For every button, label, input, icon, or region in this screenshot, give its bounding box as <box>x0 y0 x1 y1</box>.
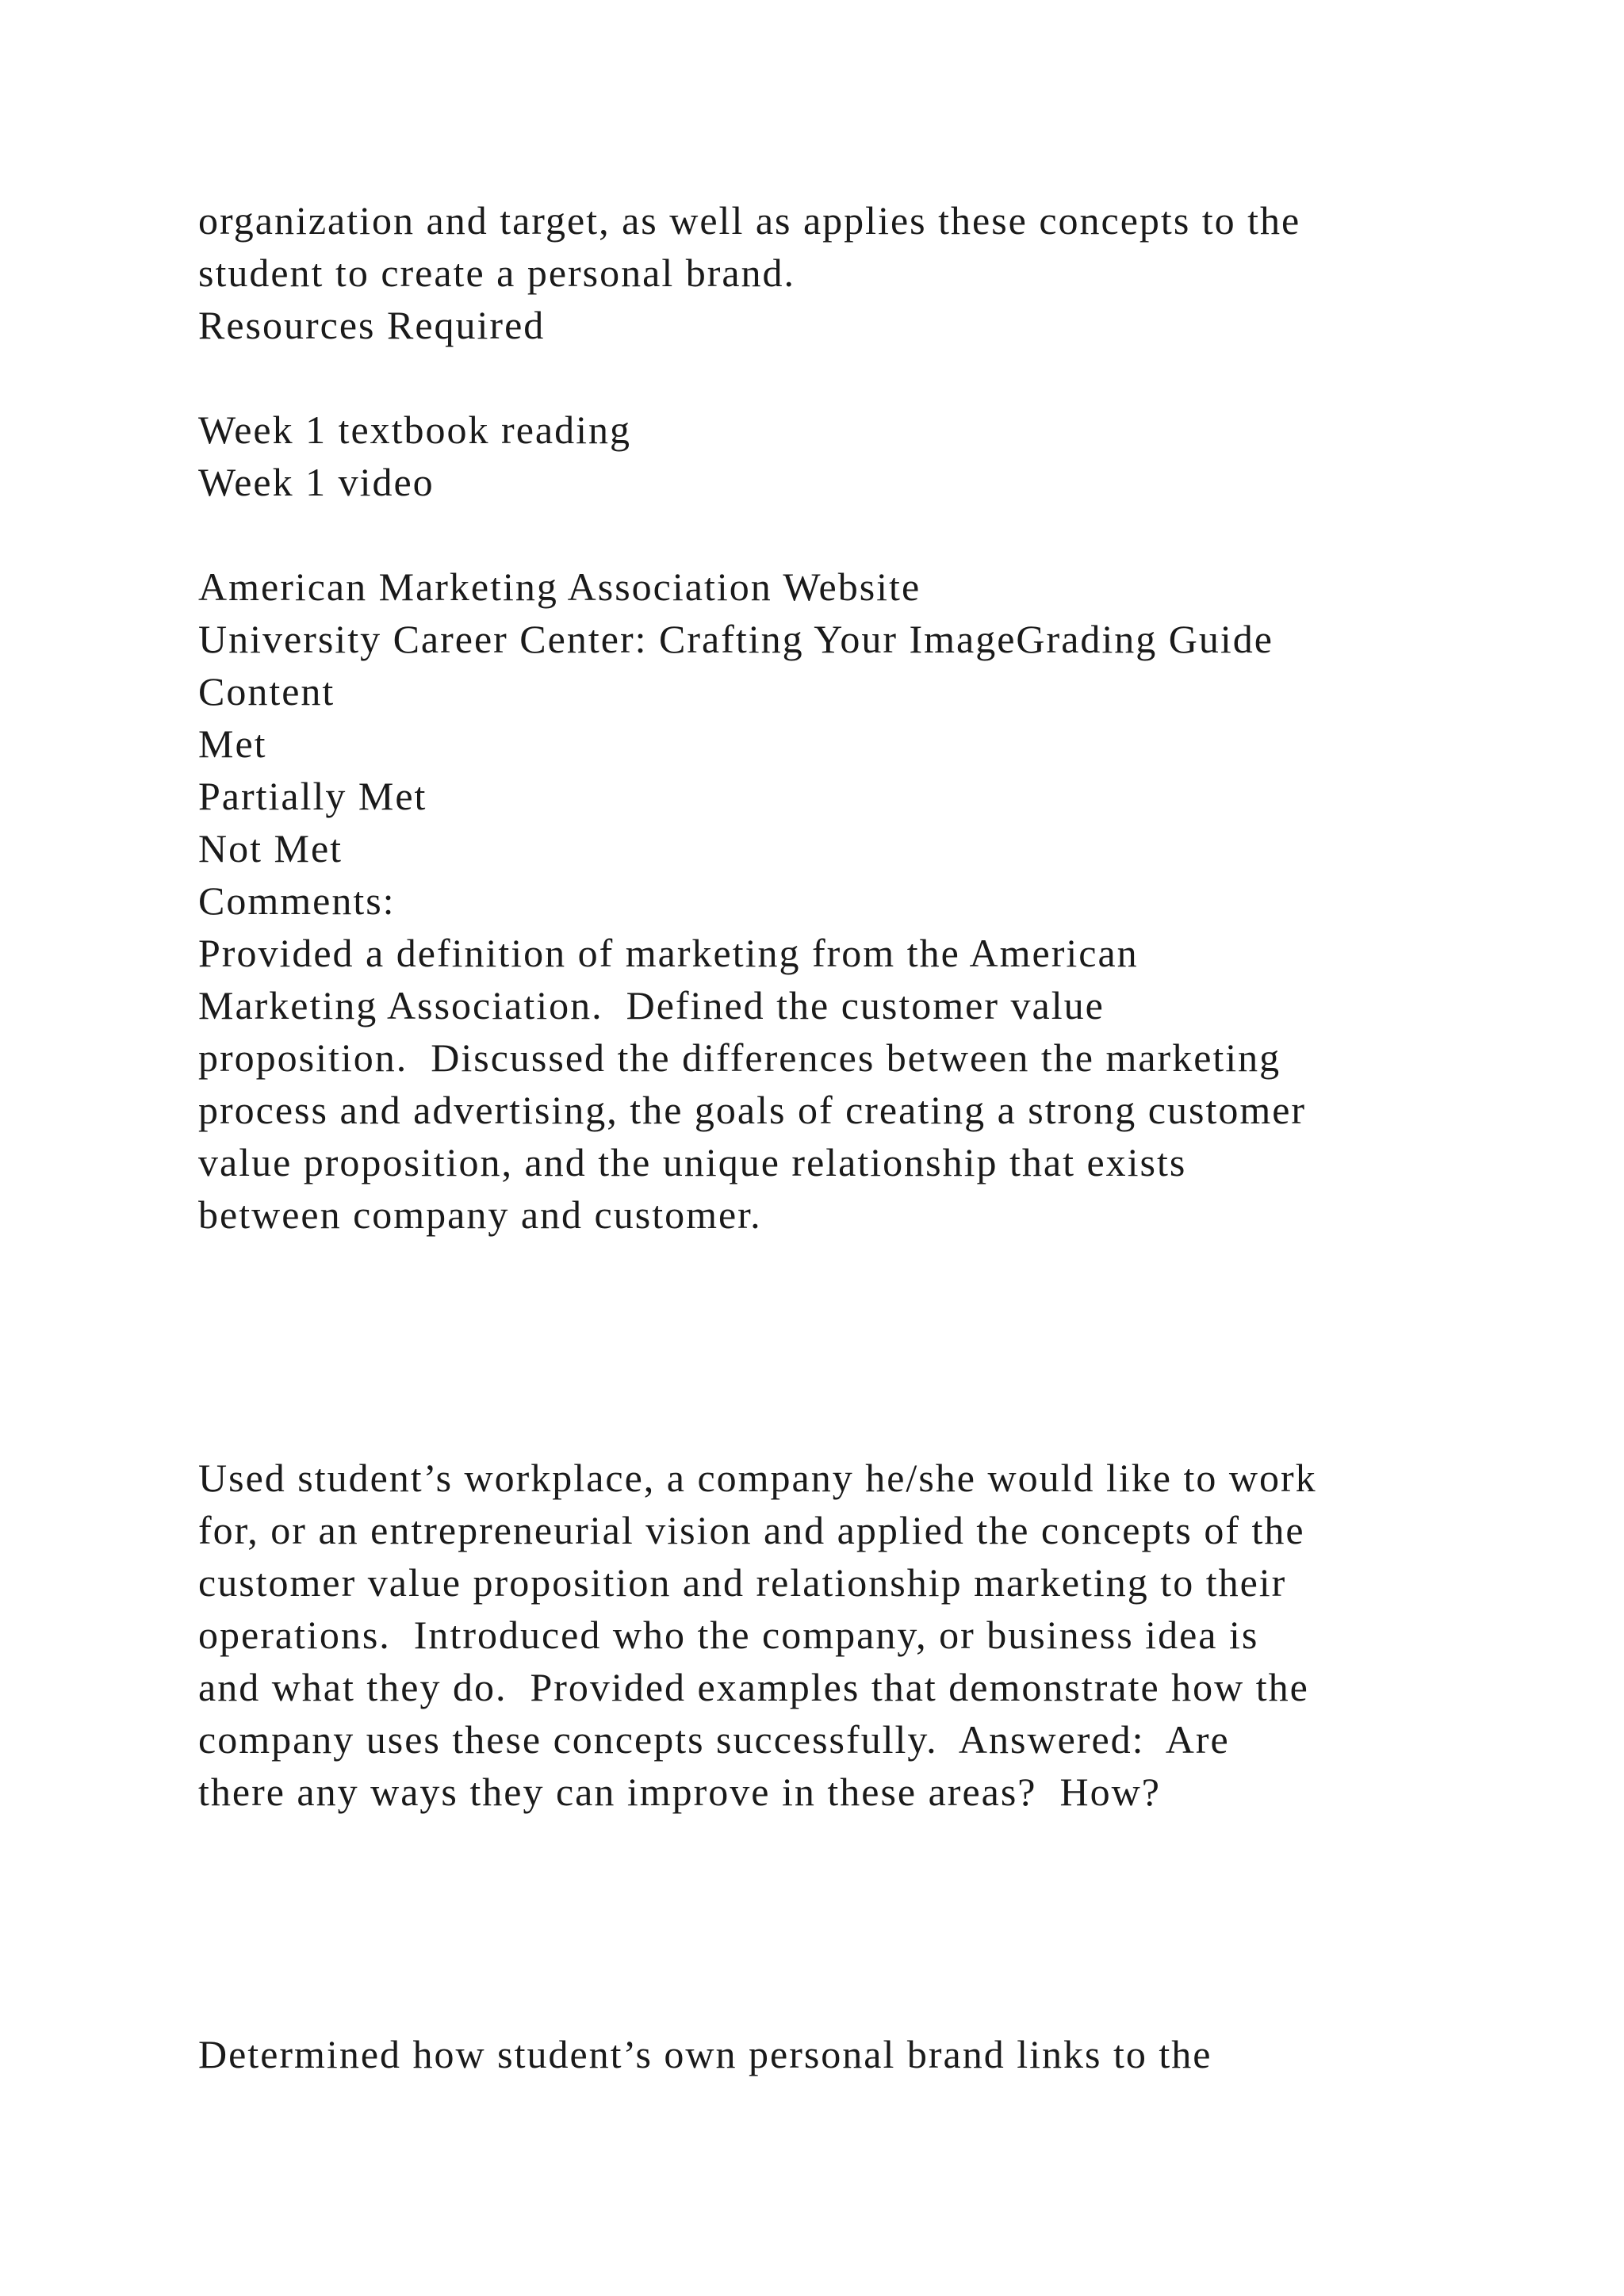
rating-not-met: Not Met <box>198 826 343 871</box>
resource-item: American Marketing Association Website <box>198 564 921 609</box>
criterion-line: Provided a definition of marketing from the American <box>198 931 1139 975</box>
grading-content-header: Content <box>198 669 335 714</box>
criterion-line: process and advertising, the goals of creating a strong customer <box>198 1088 1307 1132</box>
resource-item: Week 1 video <box>198 460 435 504</box>
criterion-line: between company and customer. <box>198 1192 762 1237</box>
resource-item: University Career Center: Crafting Your ImageGrading Guide <box>198 617 1274 661</box>
intro-line: organization and target, as well as applies these concepts to the <box>198 198 1301 243</box>
criterion-line: value proposition, and the unique relationship that exists <box>198 1140 1187 1184</box>
criterion-line: Used student’s workplace, a company he/she would like to work <box>198 1456 1317 1500</box>
resource-item: Week 1 textbook reading <box>198 408 631 452</box>
criterion-line: proposition. Discussed the differences between the marketing <box>198 1035 1281 1080</box>
comments-label: Comments: <box>198 878 396 923</box>
rating-met: Met <box>198 721 267 766</box>
criterion-line: company uses these concepts successfully. Answered: Are <box>198 1717 1230 1762</box>
intro-line: student to create a personal brand. <box>198 251 796 295</box>
criterion-line: customer value proposition and relationship marketing to their <box>198 1560 1287 1605</box>
rating-partially-met: Partially Met <box>198 774 427 818</box>
criterion-line: Marketing Association. Defined the customer value <box>198 983 1105 1027</box>
criterion-line: there any ways they can improve in these areas? How? <box>198 1770 1161 1814</box>
resources-heading: Resources Required <box>198 303 546 347</box>
criterion-line: and what they do. Provided examples that demonstrate how the <box>198 1665 1309 1709</box>
criterion-line: Determined how student’s own personal brand links to the <box>198 2032 1212 2076</box>
criterion-line: for, or an entrepreneurial vision and applied the concepts of the <box>198 1508 1305 1552</box>
criterion-line: operations. Introduced who the company, or business idea is <box>198 1613 1259 1657</box>
